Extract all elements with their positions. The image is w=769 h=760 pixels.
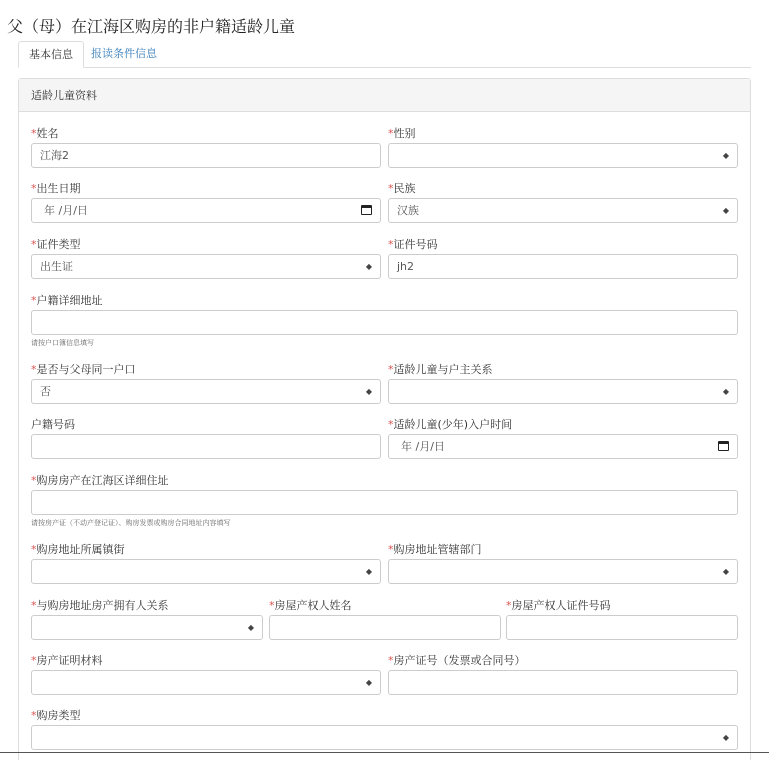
select-caret-icon: ◆ [365,678,372,687]
property-proof-select[interactable] [31,670,381,695]
household-number-input[interactable] [31,434,381,459]
gender-label: *性别 [388,127,416,140]
select-caret-icon: ◆ [722,733,729,742]
id-number-input[interactable]: jh2 [388,254,738,279]
ethnicity-select[interactable]: 汉族 ◆ [388,198,738,223]
move-in-time-input[interactable]: 年 /月/日 [388,434,738,459]
birth-date-label: *出生日期 [31,182,81,195]
select-caret-icon: ◆ [722,387,729,396]
household-number-label: 户籍号码 [31,418,75,431]
property-street-select[interactable] [31,559,381,584]
property-department-select[interactable] [388,559,738,584]
property-address-input[interactable] [31,490,738,515]
household-address-label: *户籍详细地址 [31,294,103,307]
page-title: 父（母）在江海区购房的非户籍适龄儿童 [7,17,296,36]
property-address-label: *购房房产在江海区详细住址 [31,474,169,487]
property-department-label: *购房地址管辖部门 [388,543,482,556]
same-household-label: *是否与父母同一户口 [31,363,136,376]
child-info-panel [18,78,751,760]
select-caret-icon: ◆ [365,262,372,271]
owner-relation-select[interactable] [31,615,263,640]
property-street-label: *购房地址所属镇街 [31,543,125,556]
name-input[interactable]: 江海2 [31,143,381,168]
panel-heading: 适龄儿童资料 [19,79,750,112]
select-caret-icon: ◆ [722,151,729,160]
tab-basic-info[interactable]: 基本信息 [18,41,84,68]
select-caret-icon: ◆ [722,206,729,215]
tab-enrollment-conditions[interactable]: 报读条件信息 [91,47,157,60]
property-address-help: 请按房产证（不动产登记证）、购房发票或购房合同地址内容填写 [31,519,231,527]
owner-name-input[interactable] [269,615,501,640]
id-type-select[interactable]: 出生证 ◆ [31,254,381,279]
relation-to-head-select[interactable] [388,379,738,404]
owner-relation-label: *与购房地址房产拥有人关系 [31,599,169,612]
owner-id-number-label: *房屋产权人证件号码 [506,599,611,612]
certificate-number-input[interactable] [388,670,738,695]
same-household-select[interactable]: 否 ◆ [31,379,381,404]
ethnicity-label: *民族 [388,182,416,195]
move-in-time-label: *适龄儿童(少年)入户时间 [388,418,513,431]
relation-to-head-label: *适龄儿童与户主关系 [388,363,493,376]
owner-name-label: *房屋产权人姓名 [269,599,352,612]
gender-select[interactable] [388,143,738,168]
id-type-label: *证件类型 [31,238,81,251]
certificate-number-label: *房产证号（发票或合同号） [388,654,526,667]
id-number-label: *证件号码 [388,238,438,251]
name-label: *姓名 [31,127,59,140]
purchase-type-select[interactable] [31,725,738,750]
household-address-input[interactable] [31,310,738,335]
tab-bar [18,41,751,68]
calendar-icon[interactable] [718,441,729,451]
household-address-help: 请按户口簿信息填写 [31,339,94,347]
property-proof-label: *房产证明材料 [31,654,103,667]
calendar-icon[interactable] [361,205,372,215]
select-caret-icon: ◆ [247,623,254,632]
owner-id-number-input[interactable] [506,615,738,640]
select-caret-icon: ◆ [365,567,372,576]
select-caret-icon: ◆ [722,567,729,576]
purchase-type-label: *购房类型 [31,709,81,722]
bottom-divider [0,752,769,753]
select-caret-icon: ◆ [365,387,372,396]
birth-date-input[interactable]: 年 /月/日 [31,198,381,223]
